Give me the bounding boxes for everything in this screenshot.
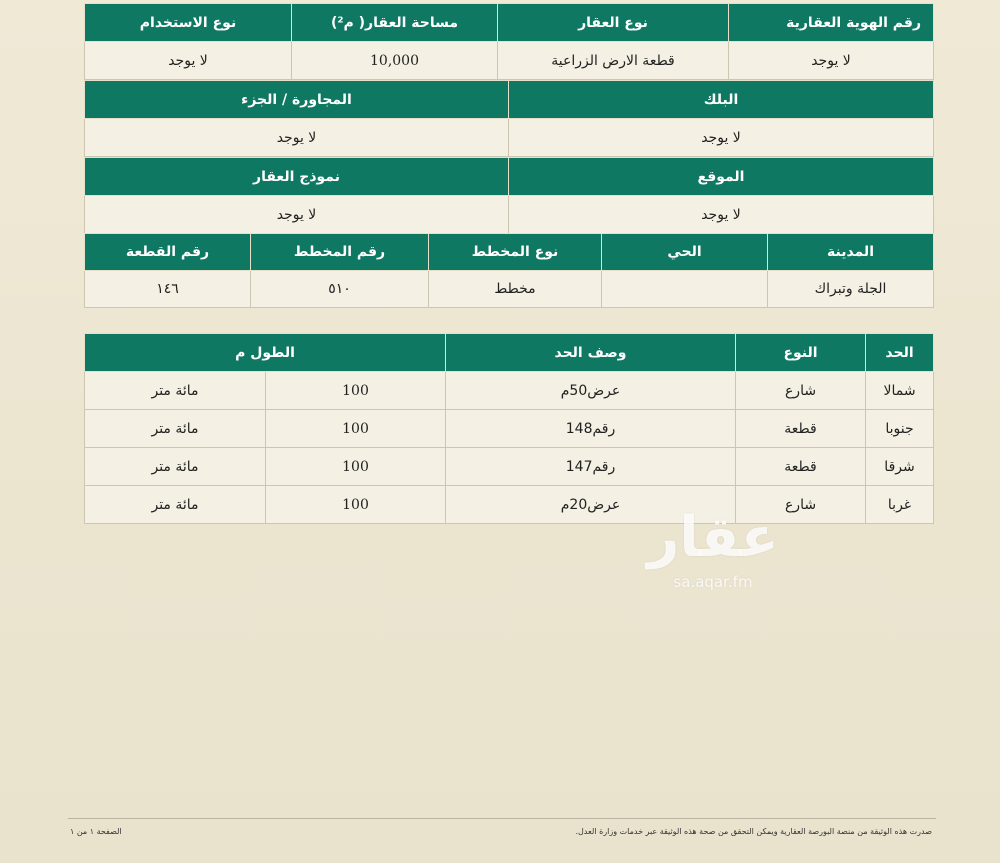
boundary-description: عرض20م <box>446 486 736 524</box>
boundary-length: 100 <box>266 448 446 486</box>
city-plan-table <box>84 233 934 308</box>
table-row <box>85 448 934 486</box>
aqar-watermark <box>628 505 798 605</box>
value-block: لا يوجد <box>509 119 934 157</box>
header-district: الحي <box>602 234 768 271</box>
boundary-length: 100 <box>266 486 446 524</box>
location-table <box>84 157 934 234</box>
property-info-table <box>84 3 934 80</box>
value-property-type: قطعة الارض الزراعية <box>498 42 729 80</box>
header-boundary-description: وصف الحد <box>446 334 736 372</box>
boundary-type: قطعة <box>736 448 866 486</box>
header-property-area: مساحة العقار( م²) <box>292 4 498 42</box>
page-number: الصفحة ١ من ١ <box>70 827 122 836</box>
value-neighborhood-part: لا يوجد <box>85 119 509 157</box>
header-neighborhood-part: المجاورة / الجزء <box>85 81 509 119</box>
watermark-logo: عقار <box>647 505 779 570</box>
boundary-type: شارع <box>736 372 866 410</box>
boundaries-table <box>84 333 934 524</box>
value-plot-number: ١٤٦ <box>85 271 251 308</box>
header-plot-number: رقم القطعة <box>85 234 251 271</box>
value-plan-number: ٥١٠ <box>251 271 429 308</box>
header-plan-type: نوع المخطط <box>429 234 602 271</box>
header-boundary: الحد <box>866 334 934 372</box>
header-usage-type: نوع الاستخدام <box>85 4 292 42</box>
value-usage-type: لا يوجد <box>85 42 292 80</box>
footer-divider <box>68 818 936 819</box>
watermark-url: sa.aqar.fm <box>673 573 753 591</box>
value-property-id: لا يوجد <box>729 42 934 80</box>
header-property-type: نوع العقار <box>498 4 729 42</box>
value-city: الجلة وتبراك <box>768 271 934 308</box>
boundary-description: عرض50م <box>446 372 736 410</box>
header-plan-number: رقم المخطط <box>251 234 429 271</box>
header-type: النوع <box>736 334 866 372</box>
header-block: البلك <box>509 81 934 119</box>
boundary-side: شمالا <box>866 372 934 410</box>
block-table <box>84 80 934 157</box>
value-property-area: 10,000 <box>292 42 498 80</box>
header-location: الموقع <box>509 158 934 196</box>
boundary-type: شارع <box>736 486 866 524</box>
table-row <box>85 372 934 410</box>
footer-note: صدرت هذه الوثيقة من منصة البورصة العقارية ويمكن التحقق من صحة هذه الوثيقة عبر خدمات وزارة العدل. <box>575 827 932 836</box>
boundary-length-text: مائة متر <box>85 486 266 524</box>
header-property-id: رقم الهوية العقارية <box>729 4 934 42</box>
boundary-type: قطعة <box>736 410 866 448</box>
value-plan-type: مخطط <box>429 271 602 308</box>
value-property-model: لا يوجد <box>85 196 509 234</box>
table-row <box>85 410 934 448</box>
boundary-side: جنوبا <box>866 410 934 448</box>
boundary-length-text: مائة متر <box>85 372 266 410</box>
header-property-model: نموذج العقار <box>85 158 509 196</box>
boundary-side: شرقا <box>866 448 934 486</box>
boundary-side: غربا <box>866 486 934 524</box>
boundary-length: 100 <box>266 372 446 410</box>
value-location: لا يوجد <box>509 196 934 234</box>
header-city: المدينة <box>768 234 934 271</box>
boundary-length-text: مائة متر <box>85 448 266 486</box>
boundary-length-text: مائة متر <box>85 410 266 448</box>
table-row <box>85 486 934 524</box>
boundary-description: رقم148 <box>446 410 736 448</box>
boundary-length: 100 <box>266 410 446 448</box>
value-district <box>602 271 768 308</box>
header-length: الطول م <box>85 334 446 372</box>
boundary-description: رقم147 <box>446 448 736 486</box>
